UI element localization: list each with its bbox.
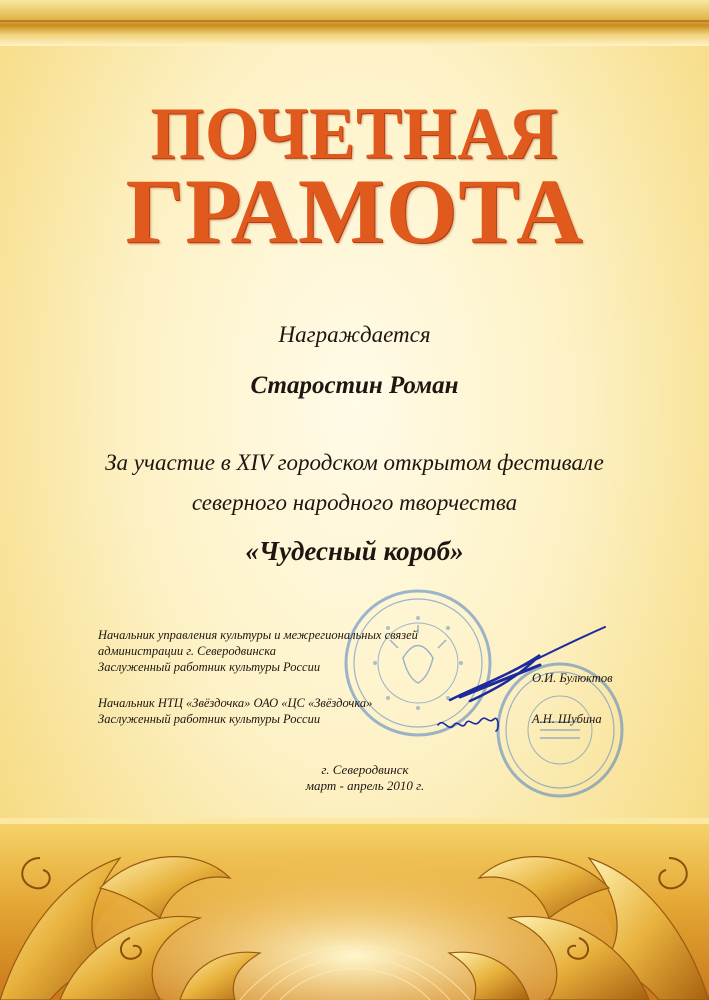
signatory-2-position [98,695,478,727]
signatory-1-position [98,627,478,675]
city: г. Северодвинск [321,762,409,777]
signatory-2-name: А.Н. Шубина [532,712,602,726]
recipient-name: Старостин Роман [250,372,459,399]
signatory-2-position-line-1: Начальник НТЦ «Звёздочка» ОАО «ЦС «Звёздочка» [98,696,373,710]
gold-acanthus-ornament [0,818,709,1000]
signatory-1-position-line-2: администрации г. Северодвинска [98,644,276,658]
title-line-1: ПОЧЕТНАЯ [150,93,559,175]
awarded-label: Награждается [278,322,431,347]
signatory-1-position-line-3: Заслуженный работник культуры России [98,660,321,674]
signatory-2-position-line-2: Заслуженный работник культуры России [98,712,321,726]
reason-line-2: северного народного творчества [191,490,518,515]
signatory-1-name: О.И. Булюктов [532,671,613,685]
date: март - апрель 2010 г. [305,778,425,793]
top-gold-border [0,0,709,46]
title-line-2: ГРАМОТА [125,160,584,262]
signatory-1-position-line-1: Начальник управления культуры и межрегиональных связей [98,628,418,642]
reason-line-1: За участие в XIV городском открытом фестивале [105,450,604,475]
festival-name: «Чудесный короб» [245,536,464,566]
